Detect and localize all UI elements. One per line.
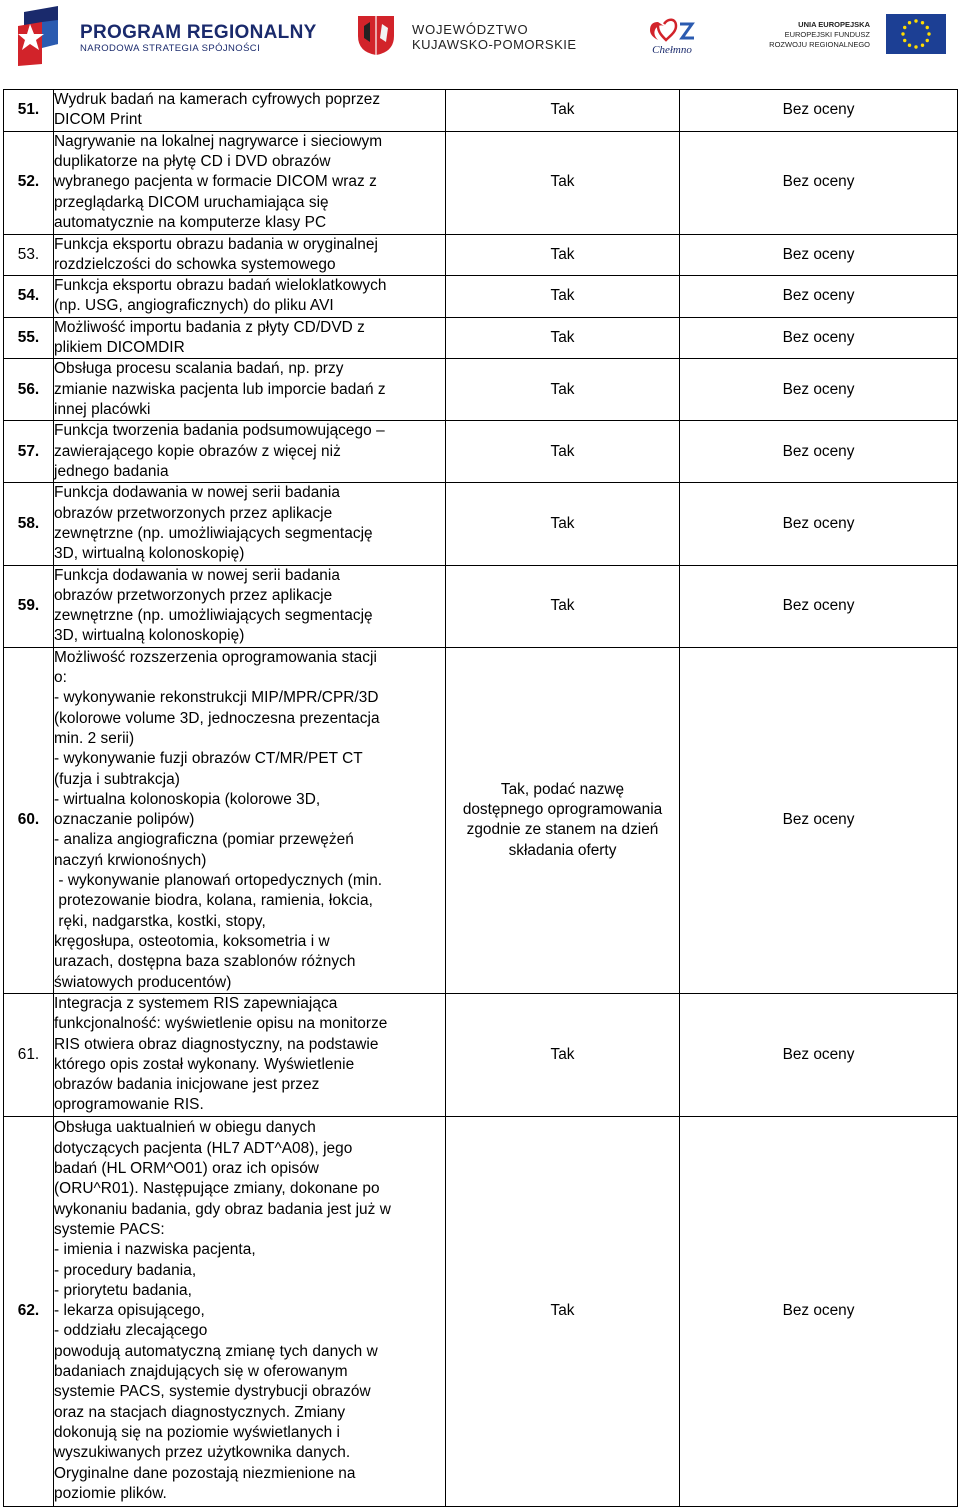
required-answer: Tak: [446, 90, 680, 132]
requirement-description: Funkcja eksportu obrazu badania w oryginalnej rozdzielczości do schowka systemowego: [54, 234, 446, 276]
evaluation: Bez oceny: [680, 421, 958, 483]
table-row: [4, 359, 958, 421]
evaluation: Bez oceny: [680, 90, 958, 132]
region-text: [412, 22, 577, 52]
row-number: 61.: [4, 993, 54, 1116]
row-number: 52.: [4, 131, 54, 234]
region-line-1: WOJEWÓDZTWO: [412, 22, 529, 37]
city-logo-text: Chełmno: [652, 44, 692, 56]
table-row: [4, 234, 958, 276]
eu-line-1: UNIA EUROPEJSKA: [798, 20, 870, 29]
evaluation: Bez oceny: [680, 234, 958, 276]
eu-star: [921, 21, 924, 24]
requirement-description: Możliwość importu badania z płyty CD/DVD z plikiem DICOMDIR: [54, 317, 446, 359]
table-row: [4, 993, 958, 1116]
program-title: PROGRAM REGIONALNY: [80, 22, 317, 43]
eu-flag-icon: [886, 14, 946, 54]
required-answer: Tak: [446, 276, 680, 318]
required-answer: Tak: [446, 483, 680, 565]
eu-star: [927, 32, 930, 35]
table-row: [4, 131, 958, 234]
requirements-table: [3, 89, 958, 1507]
region-line-2: KUJAWSKO-POMORSKIE: [412, 37, 577, 52]
requirement-description: Obsługa uaktualnień w obiegu danych dotyczących pacjenta (HL7 ADT^A08), jego badań (HL ORM^O01) oraz ich opisów (ORU^R01). Następujące zmiany, dokonane po wykonaniu badania, gdy obraz badania jest już w systemie PACS: - imienia i nazwiska pacjenta, - procedury badania, - priorytetu badania, - lekarza opisującego, - oddziału zlecającego powodują automatyczną zmianę tych danych w badaniach znajdujących się w oferowanym systemie PACS, systemie dystrybucji obrazów oraz na stacjach diagnostycznych. Zmiany dokonują się na poziomie wyświetlanych i wyszukiwanych przez użytkownika danych. Oryginalne dane pozostają niezmienione na poziomie plików.: [54, 1116, 446, 1506]
requirement-description: Funkcja tworzenia badania podsumowującego – zawierającego kopie obrazów z więcej niż jednego badania: [54, 421, 446, 483]
required-answer: Tak: [446, 131, 680, 234]
evaluation: Bez oceny: [680, 317, 958, 359]
table-row: [4, 90, 958, 132]
table-row: [4, 421, 958, 483]
requirement-description: Funkcja dodawania w nowej serii badania obrazów przetworzonych przez aplikacje zewnętrzne (np. umożliwiających segmentację 3D, wirtualną kolonoskopię): [54, 565, 446, 647]
row-number: 55.: [4, 317, 54, 359]
eu-star: [901, 32, 904, 35]
required-answer: Tak: [446, 234, 680, 276]
required-answer: Tak: [446, 993, 680, 1116]
table-row: [4, 647, 958, 993]
requirement-description: Funkcja dodawania w nowej serii badania obrazów przetworzonych przez aplikacje zewnętrzne (np. umożliwiających segmentację 3D, wirtualną kolonoskopię): [54, 483, 446, 565]
eu-star: [914, 45, 917, 48]
eu-line-3: ROZWOJU REGIONALNEGO: [769, 40, 870, 49]
program-regionalny-text: [80, 22, 317, 55]
eu-star: [908, 44, 911, 47]
eu-line-2: EUROPEJSKI FUNDUSZ: [784, 30, 870, 39]
table-row: [4, 483, 958, 565]
eu-star: [921, 44, 924, 47]
row-number: 54.: [4, 276, 54, 318]
row-number: 58.: [4, 483, 54, 565]
program-subtitle: NARODOWA STRATEGIA SPÓJNOŚCI: [80, 43, 261, 54]
table-row: [4, 276, 958, 318]
eu-star: [926, 39, 929, 42]
evaluation: Bez oceny: [680, 483, 958, 565]
row-number: 60.: [4, 647, 54, 993]
requirement-description: Możliwość rozszerzenia oprogramowania stacji o: - wykonywanie rekonstrukcji MIP/MPR/CPR/3D (kolorowe volume 3D, jednoczesna prezentacja min. 2 serii) - wykonywanie fuzji obrazów CT/MR/PET CT (fuzja i subtrakcja) - wirtualna kolonoskopia (kolorowe 3D, oznaczanie polipów) - analiza angiograficzna (pomiar przewężeń naczyń krwionośnych) - wykonywanie planowań ortopedycznych (min. protezowanie biodra, kolana, ramienia, łokcia, ręki, nadgarstka, kostki, stopy, kręgosłupa, osteotomia, koksometria i w urazach, dostępna baza szablonów różnych światowych producentów): [54, 647, 446, 993]
requirement-description: Wydruk badań na kamerach cyfrowych poprzez DICOM Print: [54, 90, 446, 132]
row-number: 53.: [4, 234, 54, 276]
requirement-description: Obsługa procesu scalania badań, np. przy zmianie nazwiska pacjenta lub imporcie badań z innej placówki: [54, 359, 446, 421]
row-number: 59.: [4, 565, 54, 647]
evaluation: Bez oceny: [680, 276, 958, 318]
evaluation: Bez oceny: [680, 647, 958, 993]
eu-star: [926, 26, 929, 29]
evaluation: Bez oceny: [680, 131, 958, 234]
evaluation: Bez oceny: [680, 565, 958, 647]
row-number: 57.: [4, 421, 54, 483]
row-number: 56.: [4, 359, 54, 421]
required-answer: Tak: [446, 1116, 680, 1506]
evaluation: Bez oceny: [680, 993, 958, 1116]
eu-text: [764, 20, 870, 50]
eu-star: [908, 21, 911, 24]
chelmno-logo-icon: [644, 16, 700, 56]
required-answer: Tak: [446, 359, 680, 421]
region-crest-icon: [356, 14, 396, 56]
eu-star: [903, 26, 906, 29]
row-number: 62.: [4, 1116, 54, 1506]
evaluation: Bez oceny: [680, 359, 958, 421]
required-answer: Tak, podać nazwę dostępnego oprogramowania zgodnie ze stanem na dzień składania oferty: [446, 647, 680, 993]
eu-star: [903, 39, 906, 42]
required-answer: Tak: [446, 565, 680, 647]
eu-star: [914, 19, 917, 22]
table-row: [4, 1116, 958, 1506]
requirement-description: Integracja z systemem RIS zapewniająca funkcjonalność: wyświetlenie opisu na monitorze RIS otwiera obraz diagnostyczny, na podstawie którego opis został wykonany. Wyświetlenie obrazów badania inicjowane jest przez oprogramowanie RIS.: [54, 993, 446, 1116]
program-regionalny-logo-icon: [18, 4, 64, 66]
required-answer: Tak: [446, 317, 680, 359]
evaluation: Bez oceny: [680, 1116, 958, 1506]
row-number: 51.: [4, 90, 54, 132]
requirement-description: Funkcja eksportu obrazu badań wieloklatkowych (np. USG, angiograficznych) do pliku AVI: [54, 276, 446, 318]
required-answer: Tak: [446, 421, 680, 483]
table-row: [4, 317, 958, 359]
table-row: [4, 565, 958, 647]
page-header: [0, 0, 960, 82]
requirement-description: Nagrywanie na lokalnej nagrywarce i sieciowym duplikatorze na płytę CD i DVD obrazów wybranego pacjenta w formacie DICOM wraz z przeglądarką DICOM uruchamiająca się automatycznie na komputerze klasy PC: [54, 131, 446, 234]
